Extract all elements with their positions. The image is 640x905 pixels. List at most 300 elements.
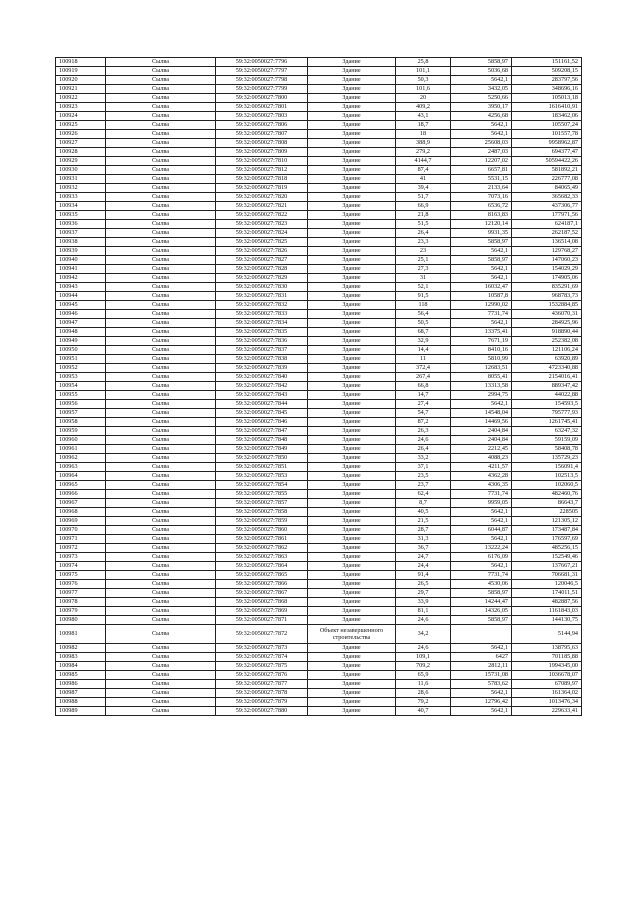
cadastral-value-cell: 63247,32 bbox=[512, 427, 582, 436]
cadastral-value-cell: 58408,78 bbox=[512, 445, 582, 454]
locality-cell: Сылва bbox=[106, 418, 216, 427]
unit-value-cell: 5858,97 bbox=[451, 58, 512, 67]
cadastral-value-cell: 5144,94 bbox=[512, 625, 582, 644]
object-type-cell: Здание bbox=[308, 400, 396, 409]
cadastral-value-cell: 706681,31 bbox=[512, 571, 582, 580]
cadastral-value-cell: 262187,52 bbox=[512, 229, 582, 238]
row-id-cell: 100922 bbox=[56, 94, 106, 103]
unit-value-cell: 4530,06 bbox=[451, 580, 512, 589]
cadastral-value-cell: 581892,21 bbox=[512, 166, 582, 175]
area-cell: 23 bbox=[396, 247, 451, 256]
row-id-cell: 100987 bbox=[56, 689, 106, 698]
object-type-cell: Здание bbox=[308, 454, 396, 463]
cadastral-value-cell: 9958962,87 bbox=[512, 139, 582, 148]
object-type-cell: Здание bbox=[308, 265, 396, 274]
locality-cell: Сылва bbox=[106, 67, 216, 76]
unit-value-cell: 4362,28 bbox=[451, 472, 512, 481]
table-row bbox=[56, 76, 582, 85]
row-id-cell: 100964 bbox=[56, 472, 106, 481]
unit-value-cell: 5642,1 bbox=[451, 535, 512, 544]
area-cell: 50,5 bbox=[396, 319, 451, 328]
area-cell: 14,7 bbox=[396, 391, 451, 400]
object-type-cell: Здание bbox=[308, 292, 396, 301]
area-cell: 26,5 bbox=[396, 580, 451, 589]
cadastral-value-cell: 154593,5 bbox=[512, 400, 582, 409]
table-row bbox=[56, 517, 582, 526]
area-cell: 24,4 bbox=[396, 562, 451, 571]
area-cell: 109,1 bbox=[396, 653, 451, 662]
locality-cell: Сылва bbox=[106, 94, 216, 103]
object-type-cell: Объект незавершенного строительства bbox=[308, 625, 396, 644]
table-row bbox=[56, 625, 582, 644]
cadastral-number-cell: 59:32:0050027:7846 bbox=[216, 418, 308, 427]
table-row bbox=[56, 671, 582, 680]
area-cell: 66,8 bbox=[396, 382, 451, 391]
cadastral-value-cell: 105013,18 bbox=[512, 94, 582, 103]
row-id-cell: 100977 bbox=[56, 589, 106, 598]
row-id-cell: 100946 bbox=[56, 310, 106, 319]
locality-cell: Сылва bbox=[106, 445, 216, 454]
table-row bbox=[56, 463, 582, 472]
area-cell: 21,8 bbox=[396, 211, 451, 220]
area-cell: 25,8 bbox=[396, 58, 451, 67]
table-row bbox=[56, 607, 582, 616]
area-cell: 20 bbox=[396, 94, 451, 103]
locality-cell: Сылва bbox=[106, 247, 216, 256]
area-cell: 4144,7 bbox=[396, 157, 451, 166]
cadastral-value-cell: 137667,21 bbox=[512, 562, 582, 571]
area-cell: 372,4 bbox=[396, 364, 451, 373]
cadastral-value-cell: 1616410,91 bbox=[512, 103, 582, 112]
unit-value-cell: 5642,1 bbox=[451, 562, 512, 571]
table-row bbox=[56, 211, 582, 220]
area-cell: 51,7 bbox=[396, 193, 451, 202]
area-cell: 29,7 bbox=[396, 589, 451, 598]
area-cell: 14,4 bbox=[396, 346, 451, 355]
table-row bbox=[56, 653, 582, 662]
locality-cell: Сылва bbox=[106, 454, 216, 463]
object-type-cell: Здание bbox=[308, 680, 396, 689]
locality-cell: Сылва bbox=[106, 337, 216, 346]
unit-value-cell: 5642,1 bbox=[451, 517, 512, 526]
area-cell: 51,5 bbox=[396, 220, 451, 229]
area-cell: 279,2 bbox=[396, 148, 451, 157]
cadastral-number-cell: 59:32:0050027:7809 bbox=[216, 148, 308, 157]
cadastral-number-cell: 59:32:0050027:7825 bbox=[216, 238, 308, 247]
cadastral-value-cell: 1013476,34 bbox=[512, 698, 582, 707]
row-id-cell: 100975 bbox=[56, 571, 106, 580]
unit-value-cell: 5642,1 bbox=[451, 644, 512, 653]
object-type-cell: Здание bbox=[308, 193, 396, 202]
locality-cell: Сылва bbox=[106, 400, 216, 409]
cadastral-value-cell: 795777,93 bbox=[512, 409, 582, 418]
locality-cell: Сылва bbox=[106, 76, 216, 85]
cadastral-value-cell: 121305,12 bbox=[512, 517, 582, 526]
table-row bbox=[56, 364, 582, 373]
row-id-cell: 100923 bbox=[56, 103, 106, 112]
locality-cell: Сылва bbox=[106, 589, 216, 598]
row-id-cell: 100971 bbox=[56, 535, 106, 544]
object-type-cell: Здание bbox=[308, 526, 396, 535]
locality-cell: Сылва bbox=[106, 166, 216, 175]
row-id-cell: 100930 bbox=[56, 166, 106, 175]
row-id-cell: 100954 bbox=[56, 382, 106, 391]
object-type-cell: Здание bbox=[308, 301, 396, 310]
area-cell: 87,4 bbox=[396, 166, 451, 175]
object-type-cell: Здание bbox=[308, 544, 396, 553]
area-cell: 81,1 bbox=[396, 607, 451, 616]
unit-value-cell: 5858,97 bbox=[451, 589, 512, 598]
locality-cell: Сылва bbox=[106, 607, 216, 616]
object-type-cell: Здание bbox=[308, 355, 396, 364]
unit-value-cell: 6657,81 bbox=[451, 166, 512, 175]
locality-cell: Сылва bbox=[106, 662, 216, 671]
unit-value-cell: 4256,68 bbox=[451, 112, 512, 121]
row-id-cell: 100926 bbox=[56, 130, 106, 139]
locality-cell: Сылва bbox=[106, 671, 216, 680]
locality-cell: Сылва bbox=[106, 580, 216, 589]
unit-value-cell: 12990,02 bbox=[451, 301, 512, 310]
row-id-cell: 100919 bbox=[56, 67, 106, 76]
cadastral-number-cell: 59:32:0050027:7867 bbox=[216, 589, 308, 598]
area-cell: 91,4 bbox=[396, 571, 451, 580]
unit-value-cell: 9959,05 bbox=[451, 499, 512, 508]
object-type-cell: Здание bbox=[308, 283, 396, 292]
unit-value-cell: 13313,58 bbox=[451, 382, 512, 391]
locality-cell: Сылва bbox=[106, 103, 216, 112]
locality-cell: Сылва bbox=[106, 274, 216, 283]
unit-value-cell: 7073,16 bbox=[451, 193, 512, 202]
unit-value-cell: 14548,04 bbox=[451, 409, 512, 418]
locality-cell: Сылва bbox=[106, 139, 216, 148]
object-type-cell: Здание bbox=[308, 607, 396, 616]
row-id-cell: 100957 bbox=[56, 409, 106, 418]
row-id-cell: 100950 bbox=[56, 346, 106, 355]
row-id-cell: 100966 bbox=[56, 490, 106, 499]
locality-cell: Сылва bbox=[106, 328, 216, 337]
cadastral-value-cell: 284925,96 bbox=[512, 319, 582, 328]
object-type-cell: Здание bbox=[308, 328, 396, 337]
object-type-cell: Здание bbox=[308, 707, 396, 716]
unit-value-cell: 5642,1 bbox=[451, 265, 512, 274]
table-row bbox=[56, 130, 582, 139]
cadastral-value-cell: 161364,02 bbox=[512, 689, 582, 698]
cadastral-number-cell: 59:32:0050027:7878 bbox=[216, 689, 308, 698]
cadastral-number-cell: 59:32:0050027:7865 bbox=[216, 571, 308, 580]
cadastral-value-cell: 252382,08 bbox=[512, 337, 582, 346]
area-cell: 27,4 bbox=[396, 400, 451, 409]
table-row bbox=[56, 644, 582, 653]
unit-value-cell: 15731,08 bbox=[451, 671, 512, 680]
table-row bbox=[56, 337, 582, 346]
unit-value-cell: 5858,97 bbox=[451, 616, 512, 625]
cadastral-value-table bbox=[55, 57, 582, 716]
row-id-cell: 100968 bbox=[56, 508, 106, 517]
area-cell: 79,2 bbox=[396, 698, 451, 707]
cadastral-value-cell: 151161,52 bbox=[512, 58, 582, 67]
unit-value-cell: 12120,14 bbox=[451, 220, 512, 229]
cadastral-value-cell: 1532884,85 bbox=[512, 301, 582, 310]
table-row bbox=[56, 175, 582, 184]
unit-value-cell: 13222,24 bbox=[451, 544, 512, 553]
locality-cell: Сылва bbox=[106, 463, 216, 472]
cadastral-number-cell: 59:32:0050027:7803 bbox=[216, 112, 308, 121]
cadastral-value-cell: 509208,15 bbox=[512, 67, 582, 76]
cadastral-value-cell: 436070,31 bbox=[512, 310, 582, 319]
area-cell: 28,7 bbox=[396, 526, 451, 535]
cadastral-number-cell: 59:32:0050027:7806 bbox=[216, 121, 308, 130]
area-cell: 28,6 bbox=[396, 689, 451, 698]
row-id-cell: 100949 bbox=[56, 337, 106, 346]
object-type-cell: Здание bbox=[308, 67, 396, 76]
locality-cell: Сылва bbox=[106, 653, 216, 662]
unit-value-cell: 5642,1 bbox=[451, 130, 512, 139]
locality-cell: Сылва bbox=[106, 373, 216, 382]
object-type-cell: Здание bbox=[308, 535, 396, 544]
unit-value-cell: 5642,1 bbox=[451, 400, 512, 409]
table-row bbox=[56, 148, 582, 157]
row-id-cell: 100974 bbox=[56, 562, 106, 571]
cadastral-number-cell: 59:32:0050027:7860 bbox=[216, 526, 308, 535]
table-row bbox=[56, 680, 582, 689]
cadastral-value-cell: 229633,41 bbox=[512, 707, 582, 716]
cadastral-value-cell: 183462,06 bbox=[512, 112, 582, 121]
unit-value-cell: 2212,45 bbox=[451, 445, 512, 454]
row-id-cell: 100951 bbox=[56, 355, 106, 364]
row-id-cell: 100983 bbox=[56, 653, 106, 662]
area-cell: 91,5 bbox=[396, 292, 451, 301]
table-row bbox=[56, 310, 582, 319]
object-type-cell: Здание bbox=[308, 653, 396, 662]
table-row bbox=[56, 112, 582, 121]
table-row bbox=[56, 58, 582, 67]
unit-value-cell: 5642,1 bbox=[451, 319, 512, 328]
cadastral-value-cell: 102513,5 bbox=[512, 472, 582, 481]
locality-cell: Сылва bbox=[106, 193, 216, 202]
area-cell: 24,6 bbox=[396, 644, 451, 653]
area-cell: 31 bbox=[396, 274, 451, 283]
locality-cell: Сылва bbox=[106, 526, 216, 535]
row-id-cell: 100943 bbox=[56, 283, 106, 292]
object-type-cell: Здание bbox=[308, 508, 396, 517]
area-cell: 24,7 bbox=[396, 553, 451, 562]
locality-cell: Сылва bbox=[106, 625, 216, 644]
unit-value-cell: 7731,74 bbox=[451, 310, 512, 319]
table-row bbox=[56, 274, 582, 283]
row-id-cell: 100920 bbox=[56, 76, 106, 85]
table-row bbox=[56, 139, 582, 148]
cadastral-value-cell: 173487,84 bbox=[512, 526, 582, 535]
row-id-cell: 100973 bbox=[56, 553, 106, 562]
locality-cell: Сылва bbox=[106, 355, 216, 364]
object-type-cell: Здание bbox=[308, 202, 396, 211]
object-type-cell: Здание bbox=[308, 445, 396, 454]
cadastral-number-cell: 59:32:0050027:7822 bbox=[216, 211, 308, 220]
row-id-cell: 100967 bbox=[56, 499, 106, 508]
unit-value-cell: 13375,41 bbox=[451, 328, 512, 337]
unit-value-cell: 2133,64 bbox=[451, 184, 512, 193]
table-row bbox=[56, 202, 582, 211]
unit-value-cell: 8163,83 bbox=[451, 211, 512, 220]
unit-value-cell: 7731,74 bbox=[451, 490, 512, 499]
table-row bbox=[56, 526, 582, 535]
cadastral-value-cell: 365682,33 bbox=[512, 193, 582, 202]
cadastral-number-cell: 59:32:0050027:7836 bbox=[216, 337, 308, 346]
locality-cell: Сылва bbox=[106, 562, 216, 571]
area-cell: 36,7 bbox=[396, 544, 451, 553]
locality-cell: Сылва bbox=[106, 382, 216, 391]
cadastral-number-cell: 59:32:0050027:7796 bbox=[216, 58, 308, 67]
row-id-cell: 100961 bbox=[56, 445, 106, 454]
cadastral-value-cell: 86643,7 bbox=[512, 499, 582, 508]
table-row bbox=[56, 355, 582, 364]
unit-value-cell: 5642,1 bbox=[451, 508, 512, 517]
row-id-cell: 100929 bbox=[56, 157, 106, 166]
table-row bbox=[56, 445, 582, 454]
object-type-cell: Здание bbox=[308, 553, 396, 562]
area-cell: 709,2 bbox=[396, 662, 451, 671]
area-cell: 33,2 bbox=[396, 454, 451, 463]
row-id-cell: 100948 bbox=[56, 328, 106, 337]
row-id-cell: 100927 bbox=[56, 139, 106, 148]
row-id-cell: 100934 bbox=[56, 202, 106, 211]
area-cell: 18 bbox=[396, 130, 451, 139]
area-cell: 68,7 bbox=[396, 328, 451, 337]
cadastral-number-cell: 59:32:0050027:7861 bbox=[216, 535, 308, 544]
unit-value-cell: 2994,75 bbox=[451, 391, 512, 400]
object-type-cell: Здание bbox=[308, 175, 396, 184]
area-cell: 26,4 bbox=[396, 445, 451, 454]
object-type-cell: Здание bbox=[308, 644, 396, 653]
object-type-cell: Здание bbox=[308, 148, 396, 157]
unit-value-cell: 5642,1 bbox=[451, 274, 512, 283]
area-cell: 118 bbox=[396, 301, 451, 310]
object-type-cell: Здание bbox=[308, 274, 396, 283]
cadastral-value-cell: 63920,89 bbox=[512, 355, 582, 364]
cadastral-value-cell: 174905,06 bbox=[512, 274, 582, 283]
locality-cell: Сылва bbox=[106, 157, 216, 166]
cadastral-number-cell: 59:32:0050027:7837 bbox=[216, 346, 308, 355]
cadastral-number-cell: 59:32:0050027:7835 bbox=[216, 328, 308, 337]
cadastral-number-cell: 59:32:0050027:7832 bbox=[216, 301, 308, 310]
cadastral-value-cell: 348696,16 bbox=[512, 85, 582, 94]
unit-value-cell: 5250,66 bbox=[451, 94, 512, 103]
unit-value-cell: 2487,03 bbox=[451, 148, 512, 157]
cadastral-number-cell: 59:32:0050027:7858 bbox=[216, 508, 308, 517]
table-row bbox=[56, 571, 582, 580]
cadastral-number-cell: 59:32:0050027:7824 bbox=[216, 229, 308, 238]
object-type-cell: Здание bbox=[308, 220, 396, 229]
cadastral-number-cell: 59:32:0050027:7857 bbox=[216, 499, 308, 508]
row-id-cell: 100981 bbox=[56, 625, 106, 644]
area-cell: 23,5 bbox=[396, 472, 451, 481]
cadastral-value-cell: 4723340,88 bbox=[512, 364, 582, 373]
row-id-cell: 100958 bbox=[56, 418, 106, 427]
cadastral-number-cell: 59:32:0050027:7850 bbox=[216, 454, 308, 463]
locality-cell: Сылва bbox=[106, 517, 216, 526]
area-cell: 52,1 bbox=[396, 283, 451, 292]
cadastral-number-cell: 59:32:0050027:7819 bbox=[216, 184, 308, 193]
cadastral-number-cell: 59:32:0050027:7845 bbox=[216, 409, 308, 418]
object-type-cell: Здание bbox=[308, 337, 396, 346]
cadastral-number-cell: 59:32:0050027:7823 bbox=[216, 220, 308, 229]
locality-cell: Сылва bbox=[106, 508, 216, 517]
unit-value-cell: 5642,1 bbox=[451, 76, 512, 85]
cadastral-value-cell: 138795,63 bbox=[512, 644, 582, 653]
table-row bbox=[56, 103, 582, 112]
cadastral-value-cell: 701185,88 bbox=[512, 653, 582, 662]
object-type-cell: Здание bbox=[308, 562, 396, 571]
unit-value-cell: 10587,8 bbox=[451, 292, 512, 301]
cadastral-number-cell: 59:32:0050027:7859 bbox=[216, 517, 308, 526]
table-row bbox=[56, 229, 582, 238]
area-cell: 56,4 bbox=[396, 310, 451, 319]
unit-value-cell: 12207,02 bbox=[451, 157, 512, 166]
unit-value-cell: 5858,97 bbox=[451, 238, 512, 247]
cadastral-value-cell: 1161843,03 bbox=[512, 607, 582, 616]
row-id-cell: 100940 bbox=[56, 256, 106, 265]
locality-cell: Сылва bbox=[106, 202, 216, 211]
locality-cell: Сылва bbox=[106, 112, 216, 121]
cadastral-value-cell: 624187,1 bbox=[512, 220, 582, 229]
cadastral-value-cell: 156091,4 bbox=[512, 463, 582, 472]
table-row bbox=[56, 580, 582, 589]
area-cell: 32,9 bbox=[396, 337, 451, 346]
row-id-cell: 100962 bbox=[56, 454, 106, 463]
unit-value-cell: 9931,35 bbox=[451, 229, 512, 238]
cadastral-value-cell: 437306,77 bbox=[512, 202, 582, 211]
table-row bbox=[56, 499, 582, 508]
area-cell: 40,5 bbox=[396, 508, 451, 517]
area-cell: 24,6 bbox=[396, 616, 451, 625]
object-type-cell: Здание bbox=[308, 499, 396, 508]
locality-cell: Сылва bbox=[106, 698, 216, 707]
table-row bbox=[56, 319, 582, 328]
cadastral-value-cell: 102060,5 bbox=[512, 481, 582, 490]
locality-cell: Сылва bbox=[106, 346, 216, 355]
object-type-cell: Здание bbox=[308, 346, 396, 355]
locality-cell: Сылва bbox=[106, 148, 216, 157]
cadastral-value-cell: 177971,56 bbox=[512, 211, 582, 220]
cadastral-value-cell: 101557,78 bbox=[512, 130, 582, 139]
cadastral-number-cell: 59:32:0050027:7801 bbox=[216, 103, 308, 112]
area-cell: 101,6 bbox=[396, 85, 451, 94]
cadastral-number-cell: 59:32:0050027:7847 bbox=[216, 427, 308, 436]
area-cell: 409,2 bbox=[396, 103, 451, 112]
cadastral-value-cell: 1261745,41 bbox=[512, 418, 582, 427]
table-row bbox=[56, 184, 582, 193]
row-id-cell: 100969 bbox=[56, 517, 106, 526]
locality-cell: Сылва bbox=[106, 571, 216, 580]
cadastral-number-cell: 59:32:0050027:7827 bbox=[216, 256, 308, 265]
row-id-cell: 100965 bbox=[56, 481, 106, 490]
locality-cell: Сылва bbox=[106, 481, 216, 490]
cadastral-value-cell: 154029,29 bbox=[512, 265, 582, 274]
area-cell: 65,9 bbox=[396, 671, 451, 680]
cadastral-value-cell: 44022,88 bbox=[512, 391, 582, 400]
area-cell: 11 bbox=[396, 355, 451, 364]
locality-cell: Сылва bbox=[106, 391, 216, 400]
locality-cell: Сылва bbox=[106, 535, 216, 544]
area-cell: 388,9 bbox=[396, 139, 451, 148]
locality-cell: Сылва bbox=[106, 58, 216, 67]
unit-value-cell: 14326,05 bbox=[451, 607, 512, 616]
object-type-cell: Здание bbox=[308, 391, 396, 400]
unit-value-cell: 5858,97 bbox=[451, 256, 512, 265]
cadastral-value-cell: 136514,08 bbox=[512, 238, 582, 247]
cadastral-value-cell: 283797,56 bbox=[512, 76, 582, 85]
row-id-cell: 100935 bbox=[56, 211, 106, 220]
